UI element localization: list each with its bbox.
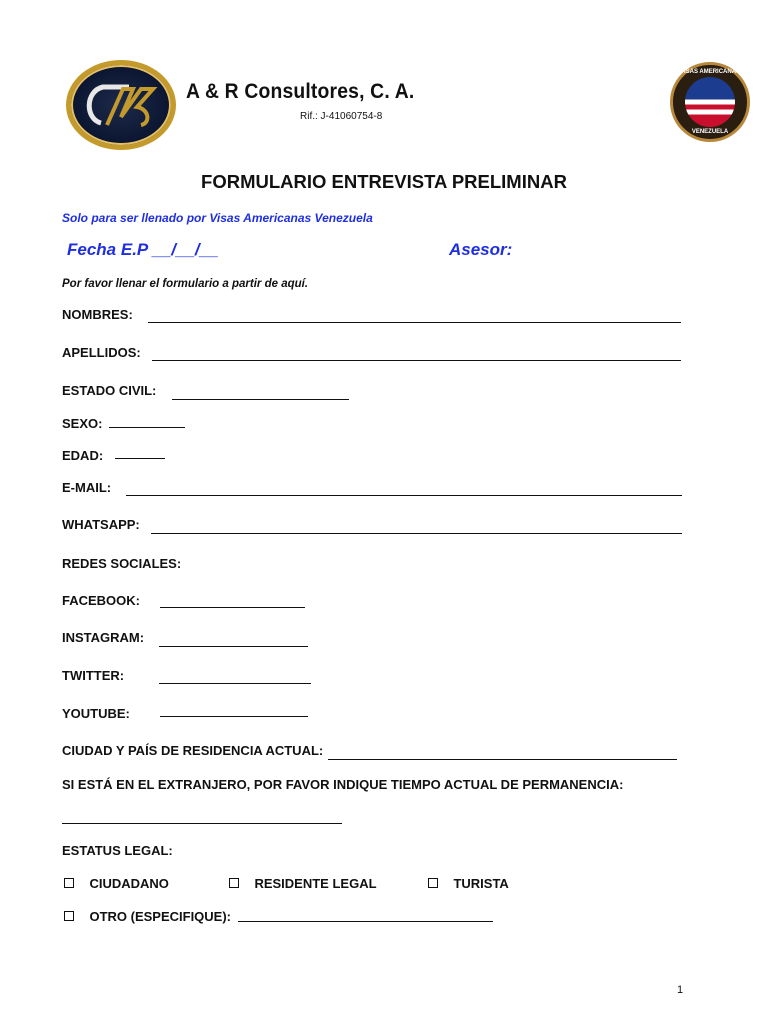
- extranjero-label: SI ESTÁ EN EL EXTRANJERO, POR FAVOR INDIQUE TIEMPO ACTUAL DE PERMANENCIA:: [62, 777, 624, 792]
- company-name: A & R Consultores, C. A.: [186, 80, 415, 103]
- facebook-field[interactable]: [160, 607, 305, 608]
- edad-field[interactable]: [115, 458, 165, 459]
- extranjero-field[interactable]: [62, 823, 342, 824]
- apellidos-label: APELLIDOS:: [62, 345, 141, 360]
- twitter-field[interactable]: [159, 683, 311, 684]
- sexo-label: SEXO:: [62, 416, 103, 431]
- office-use-note: Solo para ser llenado por Visas Americanas Venezuela: [62, 211, 373, 225]
- ciudad-pais-label: CIUDAD Y PAÍS DE RESIDENCIA ACTUAL:: [62, 743, 324, 758]
- estado-civil-field[interactable]: [172, 399, 349, 400]
- turista-checkbox[interactable]: [428, 878, 438, 888]
- ciudad-pais-field[interactable]: [328, 759, 677, 760]
- nombres-field[interactable]: [148, 322, 681, 323]
- otro-checkbox[interactable]: [64, 911, 74, 921]
- redes-sociales-label: REDES SOCIALES:: [62, 556, 182, 571]
- email-label: E-MAIL:: [62, 480, 112, 495]
- ciudadano-label: CIUDADANO: [89, 876, 169, 891]
- visas-americanas-seal-icon: VISAS AMERICANAS VENEZUELA: [670, 62, 750, 142]
- twitter-label: TWITTER:: [62, 668, 125, 683]
- turista-option[interactable]: [428, 875, 509, 893]
- ciudadano-checkbox[interactable]: [64, 878, 74, 888]
- page-number: 1: [677, 984, 684, 996]
- fecha-ep-field[interactable]: Fecha E.P __/__/__: [67, 240, 219, 259]
- asesor-field[interactable]: Asesor:: [449, 240, 513, 259]
- whatsapp-label: WHATSAPP:: [62, 517, 140, 532]
- youtube-field[interactable]: [160, 716, 308, 717]
- otro-specify-field[interactable]: [238, 921, 493, 922]
- estado-civil-label: ESTADO CIVIL:: [62, 383, 157, 398]
- residente-legal-option[interactable]: [229, 875, 377, 893]
- ar-consultores-logo-icon: [66, 60, 176, 150]
- instagram-field[interactable]: [159, 646, 308, 647]
- instructions-text: Por favor llenar el formulario a partir de aquí.: [62, 278, 309, 290]
- company-rif: Rif.: J-41060754-8: [300, 111, 383, 122]
- otro-option[interactable]: [64, 908, 231, 926]
- estatus-legal-label: ESTATUS LEGAL:: [62, 843, 173, 858]
- edad-label: EDAD:: [62, 448, 104, 463]
- youtube-label: YOUTUBE:: [62, 706, 130, 721]
- whatsapp-field[interactable]: [151, 533, 682, 534]
- ciudadano-option[interactable]: [64, 875, 169, 893]
- instagram-label: INSTAGRAM:: [62, 630, 145, 645]
- otro-label: OTRO (ESPECIFIQUE):: [89, 909, 232, 924]
- email-field[interactable]: [126, 495, 682, 496]
- nombres-label: NOMBRES:: [62, 307, 133, 322]
- sexo-field[interactable]: [109, 427, 185, 428]
- facebook-label: FACEBOOK:: [62, 593, 140, 608]
- residente-legal-checkbox[interactable]: [229, 878, 239, 888]
- page-title: FORMULARIO ENTREVISTA PRELIMINAR: [201, 171, 567, 192]
- residente-legal-label: RESIDENTE LEGAL: [254, 876, 377, 891]
- apellidos-field[interactable]: [152, 360, 681, 361]
- turista-label: TURISTA: [453, 876, 509, 891]
